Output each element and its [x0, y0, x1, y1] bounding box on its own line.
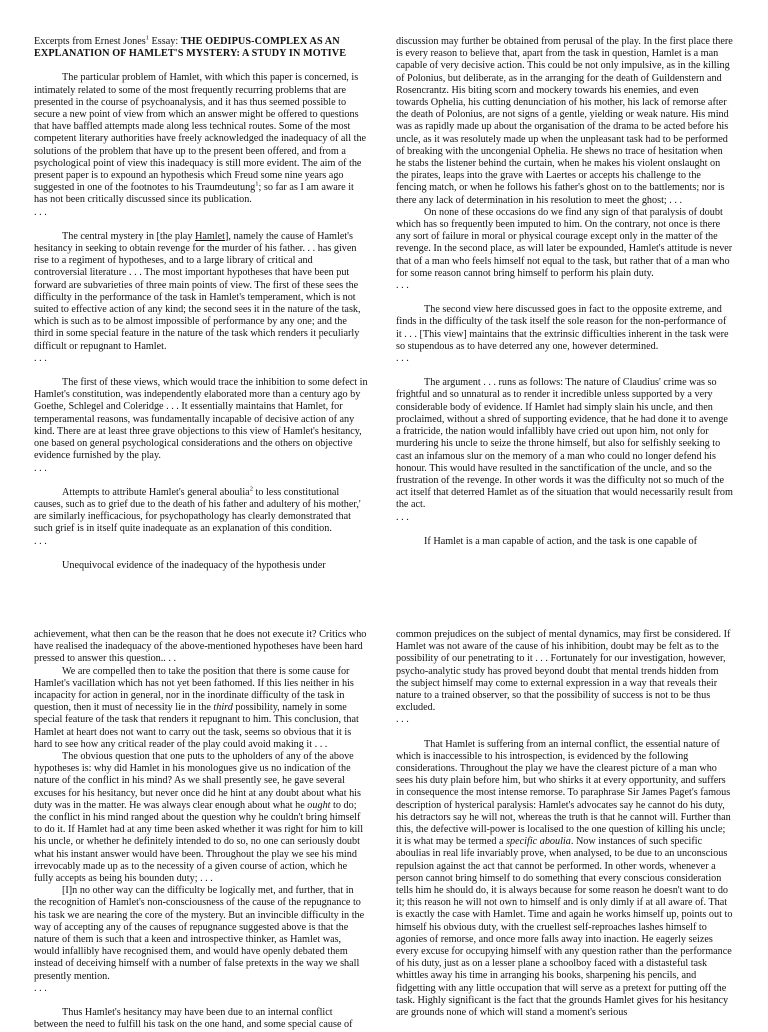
paragraph: That Hamlet is suffering from an internal conflict, the essential nature of which is inaccessible to his introspection, is evidenced by the following considerations. Throughout the play we have the clearest picture of a man who sees his duty plain before him, but who shirks it at every opportunity, and suffers in consequence the most intense remorse. To paraphrase Sir James Paget's famous description of hysterical paralysis: Hamlet's advocates say he cannot do his duty, his detractors say he will not, whereas the truth is that he cannot will. Further than this, the defective will-power is localised to the one question of killing his uncle; it is what may be termed a specific aboulia. Now instances of such specific aboulias in real life invariably prove, when analysed, to be due to an unconscious repulsion against the act that cannot be performed. In other words, whenever a person cannot bring himself to do something that every conscious consideration tells him he should do, it is always because for some reason he doesn't want to do it; this reason he will not own to himself and is only dimly if at all aware of. That is exactly the case with Hamlet. Time and again he works himself up, points out to himself his obvious duty, with the cruellest self-reproaches lashes himself to agonies of remorse, and once more falls away into inaction. He eagerly seizes every excuse for occupying himself with any question rather than the performance of his duty, just as on a lesser plane a schoolboy faced with a distasteful task whittles away his time in arranging his books, sharpening his pencils, and fidgetting with any little occupation that will serve as a pretext for putting off the task. Highly significant is the fact that the grounds Hamlet gives for his hesitancy are grounds none of which will stand a moment's serious: [396, 738, 733, 1019]
footnote-mark: 1: [255, 180, 259, 188]
ellipsis: . . .: [34, 206, 47, 218]
paragraph: We are compelled then to take the position that there is some cause for Hamlet's vacillation which has not yet been fathomed. If this lies neither in his incapacity for action in general, nor in the inordinate difficulty of the task in question, then it must of necessity lie in the third possibility, namely in some special feature of the task that renders it repugnant to him. This conclusion, that Hamlet at heart does not want to carry out the task, seems so obvious that it is hard to see how any critical reader of the play could avoid making it . . .: [34, 665, 359, 750]
column-2: [396, 36, 733, 556]
ellipsis: . . .: [34, 982, 47, 994]
ellipsis: . . .: [34, 462, 47, 474]
paragraph: The first of these views, which would trace the inhibition to some defect in Hamlet's constitution, was independently elaborated more than a century ago by Goethe, Schlegel and Coleridge . . . It essentially maintains that Hamlet, for temperamental reasons, was fundamentally incapable of decisive action of any kind. There are at least three grave objections to this view of Hamlet's hesitancy, one based on general psychological considerations and the others on objective evidence furnished by the play.: [34, 377, 368, 462]
paragraph: [I]n no other way can the difficulty be logically met, and further, that in the recognition of Hamlet's non-consciousness of the cause of the repugnance to his task we are nearing the core of the mystery. But an invincible difficulty in the way of accepting any of the causes of repugnance suggested above is that the nature of them is such that a keen and introspective thinker, as Hamlet was, would infallibly have recognised them, and would have openly debated them instead of deceiving himself with a number of false pretexts in the way we shall presently mention.: [34, 885, 365, 982]
paragraph: On none of these occasions do we find any sign of that paralysis of doubt which has so frequently been imputed to him. On the contrary, not once is there any sort of failure in moral or physical courage except only in the matter of the revenge. In the second place, as will later be expounded, Hamlet's attitude is never that of a man who feels himself not equal to the task, but rather that of a man who for some reason cannot bring himself to perform his plain duty.: [396, 206, 733, 279]
emphasis: ought: [307, 799, 331, 811]
column-3: [34, 629, 368, 1031]
paragraph: The central mystery in [the play Hamlet], namely the cause of Hamlet's hesitancy in seeking to obtain revenge for the murder of his father. . . has given rise to a regiment of hypotheses, and to a large library of critical and controversial literature . . . The most important hypotheses that have been put forward are subvarieties of three main points of view. The first of these sees the difficulty in the performance of the task in Hamlet's temperament, which is not suited to effective action of any kind; the second sees it in the nature of the task, which is such as to be almost impossible of performance by any one; and the third in some special feature in the nature of the task which renders it peculiarly difficult or repugnant to Hamlet.: [34, 230, 361, 352]
ellipsis: . . .: [396, 714, 409, 726]
essay-title-line2: EXPLANATION OF HAMLET'S MYSTERY: A STUDY IN MOTIVE: [34, 48, 347, 60]
footnote-mark: 2: [249, 485, 253, 493]
column-4: [396, 629, 733, 1024]
emphasis: third: [213, 702, 233, 714]
ellipsis: . . .: [34, 352, 47, 364]
header-prefix-tail: Essay:: [149, 36, 181, 47]
ellipsis: . . .: [396, 280, 409, 292]
essay-title-line1: THE OEDIPUS-COMPLEX AS AN: [180, 36, 340, 47]
paragraph: The argument . . . runs as follows: The nature of Claudius' crime was so frightful and so unnatural as to render it incredible unless supported by a very considerable body of evidence. If Hamlet had simply slain his uncle, and then proclaimed, without a shred of supporting evidence, that he had done it to avenge a fratricide, the nation would infallibly have cried out upon him, not only for murdering his uncle to seize the throne himself, but also for selfishly seeking to cast an infamous slur on the memory of a man who could no longer defend his honour. This would have resulted in the sanctification of the uncle, and so the frustration of the revenge. In other words it was the difficulty not so much of the act itself that deterred Hamlet as of the situation that would necessarily result from the act.: [396, 377, 733, 511]
paragraph: If Hamlet is a man capable of action, and the task is one capable of: [424, 535, 697, 547]
footnote-mark: 1: [145, 34, 149, 42]
ellipsis: . . .: [396, 511, 409, 523]
document-header: [34, 36, 368, 60]
paragraph: discussion may further be obtained from perusal of the play. In the first place there is every reason to believe that, apart from the task in question, Hamlet is a man capable of very decisive action. This could be not only impulsive, as in the killing of Polonius, but deliberate, as in the arranging for the death of Guildenstern and Rosencrantz. His biting scorn and mockery towards his enemies, and even towards Ophelia, his cutting denunciation of his mother, his lack of remorse after the death of Polonius, are not signs of a gentle, yielding or weak nature. His mind was as rapidly made up about the organisation of the drama to be acted before his uncle, as it was resolutely made up when the unpleasant task had to be performed of breaking with the uncongenial Ophelia. He shews no trace of hesitation when he stabs the listener behind the curtain, when he makes his violent onslaught on the pirates, leaps into the grave with Laertes or accepts his challenge to the fencing match, or when he follows his father's ghost on to the battlements; nor is there any lack of determination in his resolution to meet the ghost; . . .: [396, 36, 733, 206]
paragraph: The particular problem of Hamlet, with which this paper is concerned, is intimately related to some of the most frequently recurring problems that are presented in the course of psychoanalysis, and it has thus seemed possible to secure a new point of view from which an answer might be offered to questions that have baffled attempts made along less technical routes. Some of the most competent literary authorities have freely acknowledged the inadequacy of all the solutions of the problem that have up to the present been offered, and from a psychological point of view this inadequacy is still more evident. The aim of the present paper is to expound an hypothesis which Freud some nine years ago suggested in one of the footnotes to his Traumdeutung$^1$; so far as I am aware it has not been critically discussed since its publication.: [34, 72, 367, 206]
paragraph: The second view here discussed goes in fact to the opposite extreme, and finds in the difficulty of the task itself the sole reason for the non-performance of it . . . [This view] maintains that the extrinsic difficulties inherent in the task were so stupendous as to have deterred any one, however determined.: [396, 304, 729, 352]
paragraph: achievement, what then can be the reason that he does not execute it? Critics who have realised the inadequacy of the above-mentioned hypotheses have been hard pressed to answer this question.. . .: [34, 629, 367, 665]
play-title: Hamlet: [194, 230, 225, 242]
paragraph: Unequivocal evidence of the inadequacy of the hypothesis under: [62, 559, 326, 571]
paragraph: Thus Hamlet's hesitancy may have been due to an internal conflict between the need to fulfill his task on the one hand, and some special cause of: [34, 1007, 353, 1031]
paragraph: Attempts to attribute Hamlet's general aboulia$^2$ to less constitutional causes, such as to grief due to the death of his father and adultery of his mother,' are similarly inefficacious, for psychopathology has clearly demonstrated that such grief is in itself quite inadequate as an explanation of this condition.: [34, 485, 361, 535]
paragraph: The obvious question that one puts to the upholders of any of the above hypotheses is: why did Hamlet in his monologues give us no indication of the nature of the conflict in his mind? As we shall presently see, he gave several excuses for his hesitancy, but never once did he hint at any doubt about what his duty was in the matter. He was always clear enough about what he ought to do; the conflict in his mind ranged about the question why he couldn't bring himself to do it. If Hamlet had at any time been asked whether it was right for him to kill his uncle, or whether he definitely intended to do so, no one can seriously doubt what his instant answer would have been. Throughout the play we see his mind irrevocably made up as to the necessity of a given course of action, which he fully accepts as being his bounden duty; . . .: [34, 751, 364, 885]
paragraph: common prejudices on the subject of mental dynamics, may first be considered. If Hamlet was not aware of the cause of his inhibition, doubt may be felt as to the possibility of our penetrating to it . . . Fortunately for our investigation, however, psycho-analytic study has proved beyond doubt that mental trends hidden from the subject himself may come to external expression in a way that reveals their nature to a trained observer, so that the possibility of success is not to be thus excluded.: [396, 629, 731, 714]
column-1: [34, 34, 368, 571]
ellipsis: . . .: [34, 535, 47, 547]
emphasis: specific aboulia: [506, 836, 571, 848]
header-prefix: Excerpts from Ernest Jones: [34, 36, 146, 47]
ellipsis: . . .: [396, 353, 409, 365]
